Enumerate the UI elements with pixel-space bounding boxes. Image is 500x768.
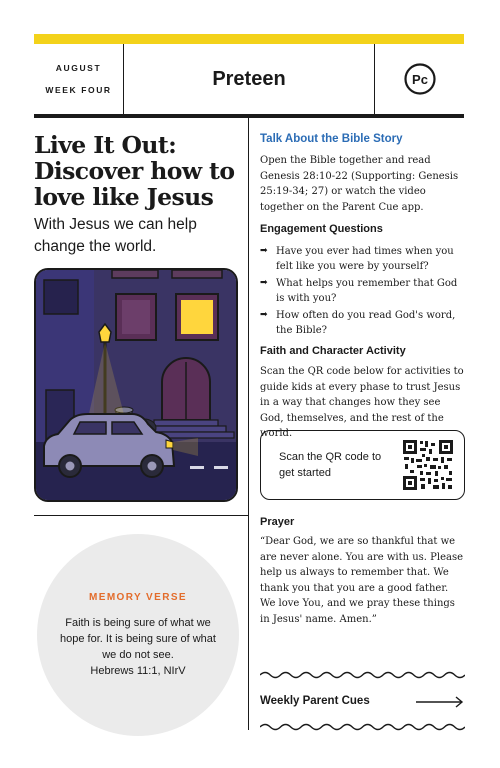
parent-cue-logo-icon [403,62,437,96]
memory-verse-body: Faith is being sure of what we hope for. It is being sure of what we do not see. [60,617,216,661]
column-divider [248,118,249,730]
page-title: Live It Out: Discover how to love like Jesus [34,131,235,211]
qr-code-icon[interactable] [402,439,454,491]
memory-verse-reference: Hebrews 11:1, NIrV [90,665,186,677]
memory-verse-label: MEMORY VERSE [89,592,187,603]
question-text: Have you ever had times when you felt like you were by yourself? [276,246,454,272]
weekly-parent-cues-link[interactable]: Weekly Parent Cues [260,695,370,707]
week-label: WEEK FOUR [45,85,112,95]
svg-text:Pc: Pc [411,72,428,87]
wavy-divider-bottom [260,722,465,732]
bullet-arrow-icon: ➡ [260,246,268,256]
logo-block [374,44,464,114]
engagement-questions [260,244,465,340]
prayer-body: “Dear God, we are so thankful that we are never alone. You are with us. Please help us always to remember that. We thank you that you are a good father. We love You, and we pray these things in Jesus' name. Amen.” [260,536,464,625]
talk-heading: Talk About the Bible Story [260,133,403,145]
page-subtitle: With Jesus we can help change the world. [34,216,197,255]
left-section-rule [34,515,248,516]
question-text: What helps you remember that God is with you? [276,278,458,304]
engagement-heading: Engagement Questions [260,223,383,235]
list-item [260,244,465,274]
memory-verse-text [52,615,224,679]
bullet-arrow-icon: ➡ [260,310,268,320]
list-item [260,276,465,306]
night-street-illustration [34,268,238,502]
arrow-right-icon[interactable] [416,696,464,708]
month-label: AUGUST [55,63,102,73]
date-block [34,44,124,114]
bullet-arrow-icon: ➡ [260,278,268,288]
qr-card[interactable] [260,430,465,500]
list-item [260,308,465,338]
qr-instructions: Scan the QR code to get started [279,451,382,479]
wavy-divider-top [260,670,465,680]
faith-heading: Faith and Character Activity [260,345,406,357]
group-title: Preteen [212,67,286,90]
faith-body: Scan the QR code below for activities to guide kids at every phase to trust Jesus in a way that changes how they see God, themselves, and the rest of the world. [260,366,464,440]
header-rule [34,114,464,118]
header-bar [34,44,464,114]
question-text: How often do you read God's word, the Bible? [276,310,456,336]
prayer-heading: Prayer [260,516,295,528]
top-accent-bar [34,34,464,44]
talk-body: Open the Bible together and read Genesis 28:10-22 (Supporting: Genesis 25:19-34; 27) or watch the video together on the Parent Cue app. [260,155,459,213]
